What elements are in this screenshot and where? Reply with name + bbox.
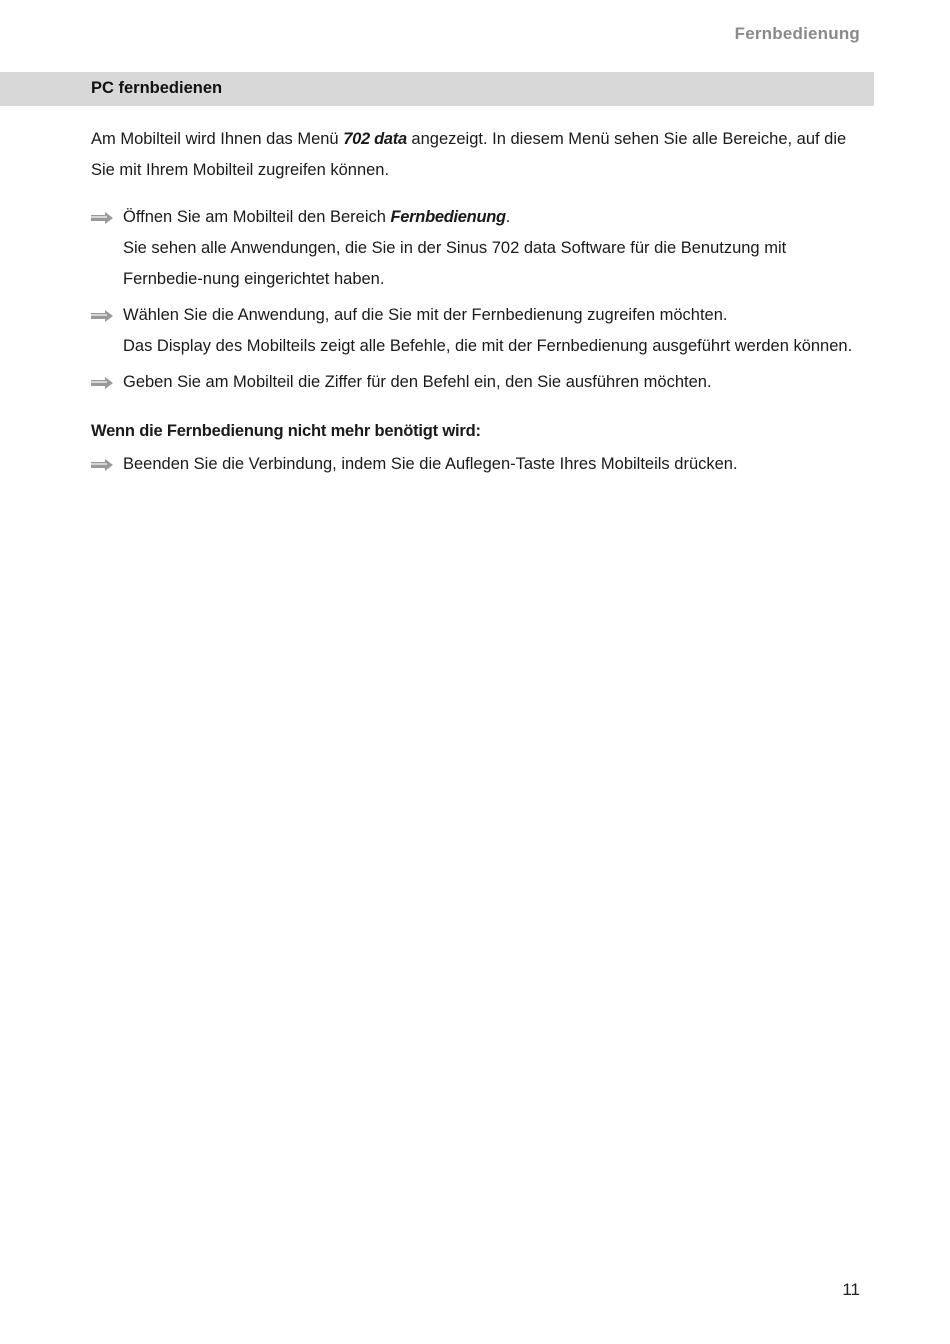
intro-text-after: angezeigt. In diesem Menü sehen Sie alle Bereiche, auf die Sie mit Ihrem Mobilteil zugreifen können. bbox=[91, 130, 847, 179]
intro-text-before: Am Mobilteil wird Ihnen das Menü bbox=[91, 130, 344, 148]
double-arrow-icon bbox=[91, 212, 115, 224]
instruction-step bbox=[91, 300, 866, 362]
step-text bbox=[123, 202, 866, 233]
section-header-bar bbox=[0, 72, 874, 106]
menu-term: 702 data bbox=[343, 130, 407, 148]
instruction-step bbox=[91, 202, 866, 295]
double-arrow-icon bbox=[91, 459, 115, 471]
step-text: Beenden Sie die Verbindung, indem Sie die Auflegen-Taste Ihres Mobilteils drücken. bbox=[123, 455, 738, 473]
double-arrow-icon bbox=[91, 377, 115, 389]
page-content bbox=[91, 124, 866, 485]
double-arrow-icon bbox=[91, 310, 115, 322]
page-number: 11 bbox=[842, 1280, 860, 1299]
area-term: Fernbedienung bbox=[390, 208, 506, 226]
step-result: Sie sehen alle Anwendungen, die Sie in der Sinus 702 data Software für die Benutzung mit Fernbedie-nung eingerichtet haben. bbox=[123, 239, 787, 288]
step-text-before: Öffnen Sie am Mobilteil den Bereich bbox=[123, 208, 391, 226]
running-header: Fernbedienung bbox=[734, 24, 860, 43]
step-result: Das Display des Mobilteils zeigt alle Befehle, die mit der Fernbedienung ausgeführt werden können. bbox=[123, 337, 853, 355]
subheading: Wenn die Fernbedienung nicht mehr benötigt wird: bbox=[91, 422, 481, 440]
step-text: Wählen Sie die Anwendung, auf die Sie mit der Fernbedienung zugreifen möchten. bbox=[123, 306, 728, 324]
intro-paragraph bbox=[91, 124, 866, 186]
section-title: PC fernbedienen bbox=[91, 79, 223, 97]
step-text: Geben Sie am Mobilteil die Ziffer für den Befehl ein, den Sie ausführen möchten. bbox=[123, 373, 712, 391]
instruction-step bbox=[91, 449, 866, 480]
step-text-after: . bbox=[505, 208, 511, 226]
instruction-step bbox=[91, 367, 866, 398]
